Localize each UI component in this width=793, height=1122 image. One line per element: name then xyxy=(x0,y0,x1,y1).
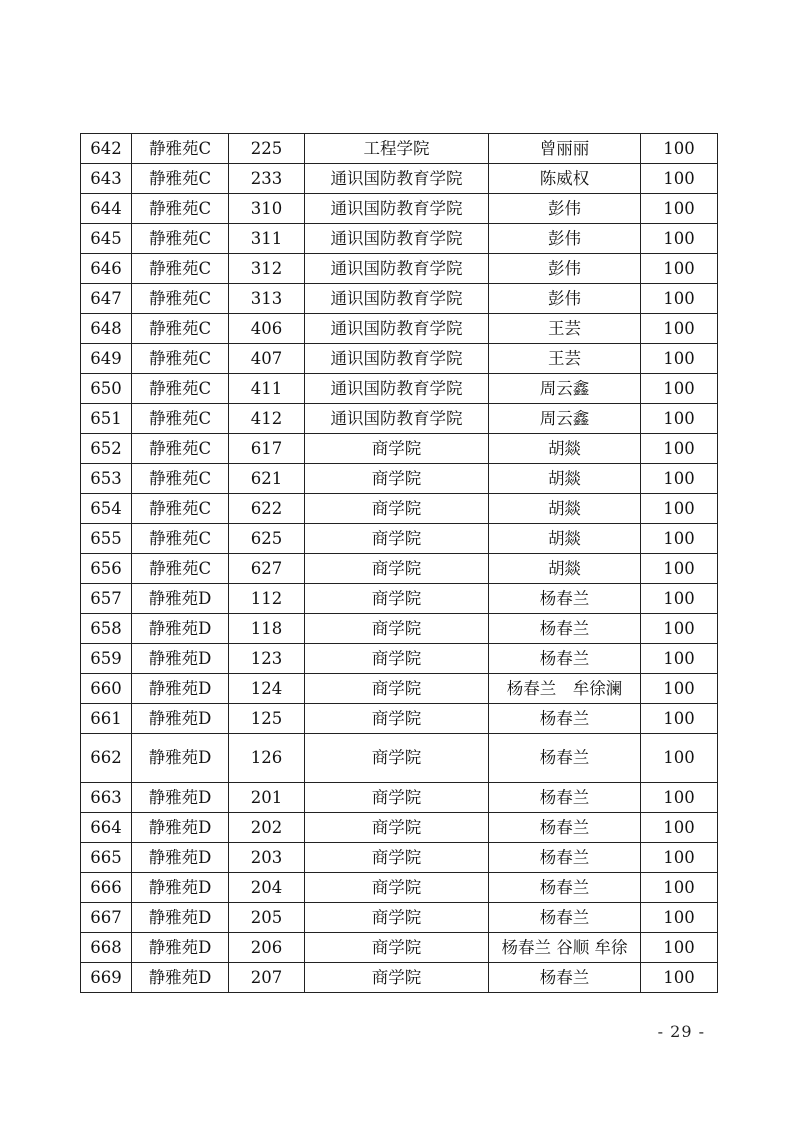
cell-room-number: 407 xyxy=(229,344,305,374)
cell-building: 静雅苑C xyxy=(132,314,229,344)
cell-responsible-person: 王芸 xyxy=(489,314,641,344)
table-row xyxy=(81,873,718,903)
cell-building: 静雅苑C xyxy=(132,134,229,164)
table-row xyxy=(81,614,718,644)
cell-college: 商学院 xyxy=(305,674,489,704)
cell-college: 通识国防教育学院 xyxy=(305,254,489,284)
cell-score: 100 xyxy=(641,644,718,674)
table-row xyxy=(81,494,718,524)
cell-responsible-person: 杨春兰 xyxy=(489,873,641,903)
table-row xyxy=(81,933,718,963)
cell-college: 商学院 xyxy=(305,933,489,963)
cell-responsible-person: 胡燚 xyxy=(489,494,641,524)
cell-serial-number: 644 xyxy=(81,194,132,224)
cell-building: 静雅苑C xyxy=(132,284,229,314)
cell-building: 静雅苑D xyxy=(132,843,229,873)
cell-serial-number: 657 xyxy=(81,584,132,614)
cell-responsible-person: 彭伟 xyxy=(489,224,641,254)
cell-room-number: 206 xyxy=(229,933,305,963)
responsible-person-text: 杨春兰 牟徐澜 xyxy=(506,678,623,698)
cell-responsible-person: 胡燚 xyxy=(489,434,641,464)
cell-score: 100 xyxy=(641,903,718,933)
cell-college: 商学院 xyxy=(305,734,489,783)
cell-score: 100 xyxy=(641,963,718,993)
cell-responsible-person: 曾丽丽 xyxy=(489,134,641,164)
cell-building: 静雅苑C xyxy=(132,554,229,584)
responsible-person-text: 杨春兰 谷顺 牟徐 xyxy=(501,937,628,957)
cell-serial-number: 666 xyxy=(81,873,132,903)
cell-responsible-person: 彭伟 xyxy=(489,284,641,314)
table-body xyxy=(81,134,718,993)
cell-building: 静雅苑D xyxy=(132,644,229,674)
cell-serial-number: 651 xyxy=(81,404,132,434)
cell-room-number: 310 xyxy=(229,194,305,224)
cell-serial-number: 645 xyxy=(81,224,132,254)
cell-responsible-person: 杨春兰 xyxy=(489,783,641,813)
cell-college: 通识国防教育学院 xyxy=(305,164,489,194)
cell-responsible-person: 杨春兰 xyxy=(489,584,641,614)
table-row xyxy=(81,224,718,254)
cell-score: 100 xyxy=(641,194,718,224)
cell-college: 通识国防教育学院 xyxy=(305,224,489,254)
table-row xyxy=(81,734,718,783)
cell-room-number: 621 xyxy=(229,464,305,494)
cell-serial-number: 661 xyxy=(81,704,132,734)
cell-score: 100 xyxy=(641,873,718,903)
cell-score: 100 xyxy=(641,404,718,434)
cell-score: 100 xyxy=(641,783,718,813)
cell-college: 商学院 xyxy=(305,554,489,584)
cell-college: 商学院 xyxy=(305,614,489,644)
cell-room-number: 123 xyxy=(229,644,305,674)
cell-room-number: 627 xyxy=(229,554,305,584)
cell-room-number: 124 xyxy=(229,674,305,704)
cell-building: 静雅苑D xyxy=(132,584,229,614)
cell-serial-number: 649 xyxy=(81,344,132,374)
cell-score: 100 xyxy=(641,524,718,554)
cell-serial-number: 650 xyxy=(81,374,132,404)
cell-serial-number: 660 xyxy=(81,674,132,704)
cell-serial-number: 655 xyxy=(81,524,132,554)
cell-college: 商学院 xyxy=(305,843,489,873)
cell-college: 商学院 xyxy=(305,813,489,843)
cell-serial-number: 669 xyxy=(81,963,132,993)
cell-room-number: 406 xyxy=(229,314,305,344)
cell-serial-number: 667 xyxy=(81,903,132,933)
cell-college: 商学院 xyxy=(305,464,489,494)
cell-score: 100 xyxy=(641,614,718,644)
table-row xyxy=(81,134,718,164)
cell-serial-number: 653 xyxy=(81,464,132,494)
cell-room-number: 313 xyxy=(229,284,305,314)
cell-room-number: 225 xyxy=(229,134,305,164)
cell-serial-number: 658 xyxy=(81,614,132,644)
cell-college: 商学院 xyxy=(305,434,489,464)
cell-score: 100 xyxy=(641,374,718,404)
cell-score: 100 xyxy=(641,224,718,254)
table-row xyxy=(81,783,718,813)
cell-college: 通识国防教育学院 xyxy=(305,404,489,434)
cell-score: 100 xyxy=(641,494,718,524)
table-row xyxy=(81,644,718,674)
cell-college: 商学院 xyxy=(305,903,489,933)
cell-serial-number: 662 xyxy=(81,734,132,783)
cell-building: 静雅苑C xyxy=(132,464,229,494)
cell-score: 100 xyxy=(641,134,718,164)
cell-responsible-person: 周云鑫 xyxy=(489,374,641,404)
cell-serial-number: 654 xyxy=(81,494,132,524)
cell-responsible-person: 彭伟 xyxy=(489,194,641,224)
cell-serial-number: 648 xyxy=(81,314,132,344)
table-row xyxy=(81,314,718,344)
cell-serial-number: 646 xyxy=(81,254,132,284)
cell-score: 100 xyxy=(641,554,718,584)
cell-building: 静雅苑C xyxy=(132,434,229,464)
cell-college: 通识国防教育学院 xyxy=(305,344,489,374)
cell-room-number: 412 xyxy=(229,404,305,434)
cell-building: 静雅苑C xyxy=(132,194,229,224)
cell-building: 静雅苑D xyxy=(132,933,229,963)
cell-building: 静雅苑C xyxy=(132,344,229,374)
cell-room-number: 202 xyxy=(229,813,305,843)
cell-college: 商学院 xyxy=(305,584,489,614)
cell-responsible-person: 杨春兰 xyxy=(489,903,641,933)
table-row xyxy=(81,674,718,704)
cell-room-number: 112 xyxy=(229,584,305,614)
cell-room-number: 201 xyxy=(229,783,305,813)
table-row xyxy=(81,963,718,993)
table-row xyxy=(81,903,718,933)
cell-responsible-person: 杨春兰 xyxy=(489,843,641,873)
cell-score: 100 xyxy=(641,584,718,614)
cell-college: 商学院 xyxy=(305,783,489,813)
table-row xyxy=(81,254,718,284)
cell-building: 静雅苑D xyxy=(132,963,229,993)
cell-serial-number: 643 xyxy=(81,164,132,194)
cell-building: 静雅苑D xyxy=(132,903,229,933)
cell-responsible-person: 胡燚 xyxy=(489,524,641,554)
cell-score: 100 xyxy=(641,734,718,783)
cell-room-number: 118 xyxy=(229,614,305,644)
cell-responsible-person: 杨春兰 xyxy=(489,614,641,644)
cell-serial-number: 668 xyxy=(81,933,132,963)
cell-room-number: 312 xyxy=(229,254,305,284)
cell-room-number: 311 xyxy=(229,224,305,254)
cell-building: 静雅苑D xyxy=(132,783,229,813)
cell-score: 100 xyxy=(641,843,718,873)
cell-building: 静雅苑C xyxy=(132,494,229,524)
cell-building: 静雅苑D xyxy=(132,813,229,843)
cell-building: 静雅苑D xyxy=(132,674,229,704)
cell-serial-number: 656 xyxy=(81,554,132,584)
cell-serial-number: 663 xyxy=(81,783,132,813)
cell-responsible-person: 杨春兰 xyxy=(489,963,641,993)
cell-college: 商学院 xyxy=(305,963,489,993)
cell-room-number: 203 xyxy=(229,843,305,873)
cell-score: 100 xyxy=(641,704,718,734)
table-row xyxy=(81,524,718,554)
table-row xyxy=(81,584,718,614)
cell-responsible-person: 王芸 xyxy=(489,344,641,374)
cell-college: 通识国防教育学院 xyxy=(305,194,489,224)
cell-building: 静雅苑D xyxy=(132,614,229,644)
cell-building: 静雅苑C xyxy=(132,374,229,404)
table-row xyxy=(81,434,718,464)
cell-score: 100 xyxy=(641,344,718,374)
cell-score: 100 xyxy=(641,464,718,494)
cell-score: 100 xyxy=(641,933,718,963)
cell-college: 工程学院 xyxy=(305,134,489,164)
cell-serial-number: 664 xyxy=(81,813,132,843)
cell-room-number: 617 xyxy=(229,434,305,464)
cell-responsible-person: 周云鑫 xyxy=(489,404,641,434)
table-row xyxy=(81,464,718,494)
cell-building: 静雅苑C xyxy=(132,224,229,254)
dormitory-score-table xyxy=(80,133,718,993)
cell-serial-number: 665 xyxy=(81,843,132,873)
cell-score: 100 xyxy=(641,314,718,344)
table-row xyxy=(81,554,718,584)
table-row xyxy=(81,194,718,224)
table-row xyxy=(81,813,718,843)
cell-room-number: 411 xyxy=(229,374,305,404)
cell-building: 静雅苑C xyxy=(132,524,229,554)
page-number: - 29 - xyxy=(657,1022,705,1041)
table-row xyxy=(81,344,718,374)
cell-responsible-person: 杨春兰 xyxy=(489,644,641,674)
cell-serial-number: 642 xyxy=(81,134,132,164)
table-row xyxy=(81,284,718,314)
cell-building: 静雅苑D xyxy=(132,704,229,734)
cell-room-number: 622 xyxy=(229,494,305,524)
table-row xyxy=(81,843,718,873)
cell-room-number: 207 xyxy=(229,963,305,993)
cell-score: 100 xyxy=(641,813,718,843)
cell-score: 100 xyxy=(641,254,718,284)
cell-responsible-person: 杨春兰 xyxy=(489,813,641,843)
cell-college: 通识国防教育学院 xyxy=(305,374,489,404)
cell-college: 商学院 xyxy=(305,644,489,674)
cell-building: 静雅苑C xyxy=(132,404,229,434)
table-row xyxy=(81,404,718,434)
cell-responsible-person: 杨春兰 xyxy=(489,734,641,783)
cell-building: 静雅苑D xyxy=(132,873,229,903)
table-row xyxy=(81,374,718,404)
cell-serial-number: 647 xyxy=(81,284,132,314)
cell-responsible-person xyxy=(489,674,641,704)
cell-building: 静雅苑C xyxy=(132,254,229,284)
cell-score: 100 xyxy=(641,164,718,194)
table-row xyxy=(81,704,718,734)
cell-building: 静雅苑D xyxy=(132,734,229,783)
cell-responsible-person: 胡燚 xyxy=(489,464,641,494)
cell-room-number: 126 xyxy=(229,734,305,783)
cell-college: 商学院 xyxy=(305,494,489,524)
cell-room-number: 205 xyxy=(229,903,305,933)
cell-serial-number: 659 xyxy=(81,644,132,674)
cell-college: 通识国防教育学院 xyxy=(305,284,489,314)
cell-room-number: 204 xyxy=(229,873,305,903)
cell-room-number: 125 xyxy=(229,704,305,734)
cell-score: 100 xyxy=(641,674,718,704)
cell-serial-number: 652 xyxy=(81,434,132,464)
cell-score: 100 xyxy=(641,434,718,464)
cell-room-number: 625 xyxy=(229,524,305,554)
cell-score: 100 xyxy=(641,284,718,314)
cell-room-number: 233 xyxy=(229,164,305,194)
cell-college: 商学院 xyxy=(305,873,489,903)
cell-building: 静雅苑C xyxy=(132,164,229,194)
cell-responsible-person: 彭伟 xyxy=(489,254,641,284)
cell-responsible-person: 杨春兰 xyxy=(489,704,641,734)
cell-college: 商学院 xyxy=(305,704,489,734)
table-row xyxy=(81,164,718,194)
cell-responsible-person xyxy=(489,933,641,963)
cell-college: 商学院 xyxy=(305,524,489,554)
cell-responsible-person: 陈威权 xyxy=(489,164,641,194)
cell-responsible-person: 胡燚 xyxy=(489,554,641,584)
cell-college: 通识国防教育学院 xyxy=(305,314,489,344)
